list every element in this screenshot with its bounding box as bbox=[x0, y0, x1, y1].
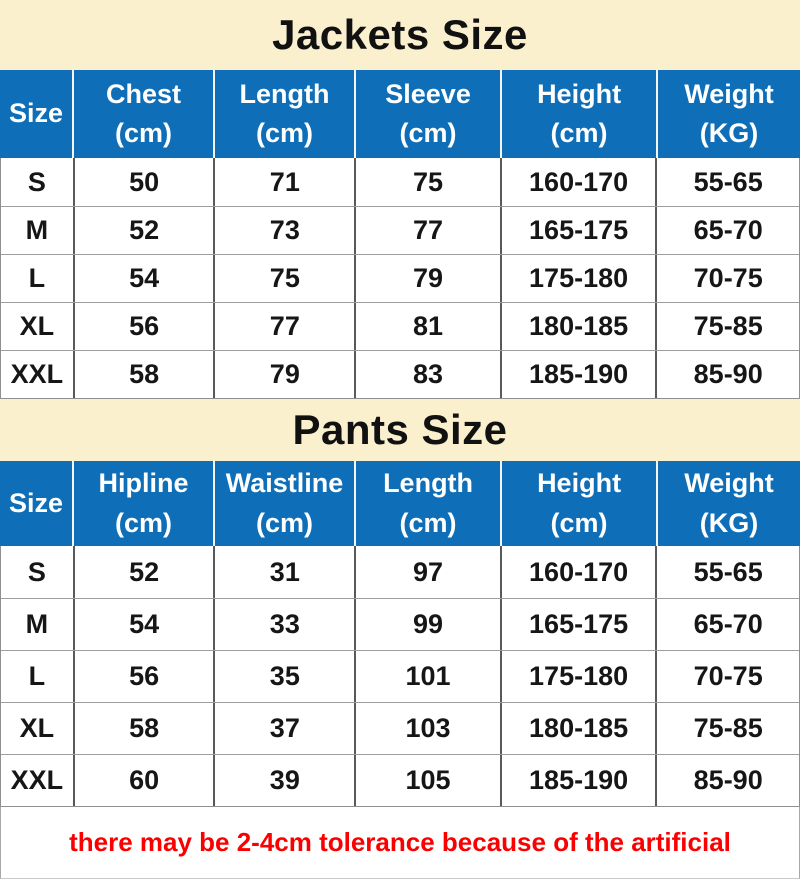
table-cell: 73 bbox=[215, 207, 356, 254]
column-unit: (cm) bbox=[256, 507, 314, 538]
column-label: Size bbox=[8, 98, 64, 129]
table-cell: 77 bbox=[215, 303, 356, 350]
table-cell: S bbox=[1, 158, 75, 206]
pants-body bbox=[0, 546, 800, 807]
jackets-col-header-length bbox=[215, 70, 356, 158]
table-row bbox=[1, 350, 799, 398]
pants-title-band bbox=[0, 399, 800, 461]
table-cell: 175-180 bbox=[502, 255, 658, 302]
table-row bbox=[1, 598, 799, 650]
jackets-col-header-sleeve bbox=[356, 70, 502, 158]
jackets-col-header-height bbox=[502, 70, 658, 158]
pants-col-header-length bbox=[356, 461, 502, 546]
column-label: Chest bbox=[106, 78, 182, 109]
table-cell: 54 bbox=[75, 255, 216, 302]
table-cell: 105 bbox=[356, 755, 502, 806]
column-label: Waistline bbox=[225, 468, 344, 499]
table-cell: 75 bbox=[215, 255, 356, 302]
pants-col-header-waistline bbox=[215, 461, 356, 546]
table-cell: 81 bbox=[356, 303, 502, 350]
table-cell: M bbox=[1, 599, 75, 650]
column-unit: (cm) bbox=[550, 118, 608, 148]
table-cell: L bbox=[1, 651, 75, 702]
jackets-body bbox=[0, 158, 800, 399]
table-cell: 85-90 bbox=[693, 765, 763, 795]
column-label: Height bbox=[537, 468, 622, 499]
table-cell: 33 bbox=[215, 599, 356, 650]
table-cell: 185-190 bbox=[502, 351, 658, 398]
table-cell: 58 bbox=[75, 351, 216, 398]
jackets-col-header-chest bbox=[74, 70, 215, 158]
table-cell: 85-90 bbox=[693, 359, 763, 389]
table-cell: 75-85 bbox=[693, 311, 763, 341]
table-cell: 54 bbox=[75, 599, 216, 650]
column-unit: (KG) bbox=[699, 118, 759, 148]
table-cell: XL bbox=[1, 303, 75, 350]
column-label: Length bbox=[383, 468, 474, 499]
pants-col-header-weight bbox=[658, 461, 800, 546]
table-cell: 103 bbox=[356, 703, 502, 754]
footer bbox=[0, 807, 800, 879]
table-cell: 79 bbox=[215, 351, 356, 398]
table-cell: XL bbox=[1, 703, 75, 754]
column-label: Size bbox=[8, 487, 64, 518]
table-cell: 70-75 bbox=[693, 263, 763, 293]
table-cell: 77 bbox=[356, 207, 502, 254]
jackets-size-table bbox=[0, 0, 800, 399]
table-row bbox=[1, 158, 799, 206]
table-cell: 99 bbox=[356, 599, 502, 650]
table-row bbox=[1, 254, 799, 302]
column-unit: (cm) bbox=[256, 118, 314, 148]
table-cell: XXL bbox=[1, 351, 75, 398]
table-cell: XXL bbox=[1, 755, 75, 806]
table-cell: 79 bbox=[356, 255, 502, 302]
pants-col-header-size bbox=[0, 461, 74, 546]
table-cell: 75-85 bbox=[693, 713, 763, 743]
table-cell: 175-180 bbox=[502, 651, 658, 702]
table-cell: 70-75 bbox=[693, 661, 763, 691]
table-cell: 165-175 bbox=[502, 599, 658, 650]
column-unit: (cm) bbox=[115, 118, 173, 148]
table-cell: 31 bbox=[215, 546, 356, 598]
table-cell: 185-190 bbox=[502, 755, 658, 806]
jackets-col-header-size bbox=[0, 70, 74, 158]
table-cell: 50 bbox=[75, 158, 216, 206]
table-cell: 160-170 bbox=[502, 546, 658, 598]
table-cell: 83 bbox=[356, 351, 502, 398]
table-cell: M bbox=[1, 207, 75, 254]
table-row bbox=[1, 546, 799, 598]
table-cell: 58 bbox=[75, 703, 216, 754]
table-cell: S bbox=[1, 546, 75, 598]
pants-size-table bbox=[0, 399, 800, 807]
column-label: Length bbox=[239, 78, 330, 109]
table-cell: 165-175 bbox=[502, 207, 658, 254]
table-cell: 60 bbox=[75, 755, 216, 806]
column-label: Height bbox=[537, 78, 622, 109]
table-cell: 37 bbox=[215, 703, 356, 754]
table-cell: 65-70 bbox=[693, 609, 763, 639]
table-cell: 55-65 bbox=[693, 556, 763, 587]
jackets-header-row bbox=[0, 70, 800, 158]
table-cell: 39 bbox=[215, 755, 356, 806]
table-cell: 65-70 bbox=[693, 215, 763, 245]
table-row bbox=[1, 650, 799, 702]
column-unit: (cm) bbox=[399, 507, 457, 538]
pants-col-header-height bbox=[502, 461, 658, 546]
column-label: Weight bbox=[684, 78, 774, 109]
table-cell: 71 bbox=[215, 158, 356, 206]
table-cell: 75 bbox=[356, 158, 502, 206]
table-cell: 160-170 bbox=[502, 158, 658, 206]
column-label: Weight bbox=[684, 468, 774, 499]
pants-col-header-hipline bbox=[74, 461, 215, 546]
table-cell: 180-185 bbox=[502, 703, 658, 754]
table-row bbox=[1, 206, 799, 254]
jackets-title-band bbox=[0, 0, 800, 70]
pants-title: Pants Size bbox=[292, 406, 508, 453]
jackets-title: Jackets Size bbox=[272, 11, 528, 58]
table-cell: 52 bbox=[75, 207, 216, 254]
table-cell: 101 bbox=[356, 651, 502, 702]
table-cell: 56 bbox=[75, 303, 216, 350]
pants-header-row bbox=[0, 461, 800, 546]
table-cell: L bbox=[1, 255, 75, 302]
jackets-col-header-weight bbox=[658, 70, 800, 158]
table-row bbox=[1, 754, 799, 806]
table-row bbox=[1, 302, 799, 350]
column-unit: (KG) bbox=[699, 507, 759, 538]
tolerance-note: there may be 2-4cm tolerance because of the artificial bbox=[69, 827, 731, 857]
column-unit: (cm) bbox=[550, 507, 608, 538]
column-unit: (cm) bbox=[399, 118, 457, 148]
table-cell: 97 bbox=[356, 546, 502, 598]
table-cell: 56 bbox=[75, 651, 216, 702]
column-label: Sleeve bbox=[385, 78, 471, 109]
table-cell: 35 bbox=[215, 651, 356, 702]
column-unit: (cm) bbox=[115, 507, 173, 538]
column-label: Hipline bbox=[98, 468, 189, 499]
table-row bbox=[1, 702, 799, 754]
table-cell: 52 bbox=[75, 546, 216, 598]
table-cell: 180-185 bbox=[502, 303, 658, 350]
table-cell: 55-65 bbox=[693, 166, 763, 197]
